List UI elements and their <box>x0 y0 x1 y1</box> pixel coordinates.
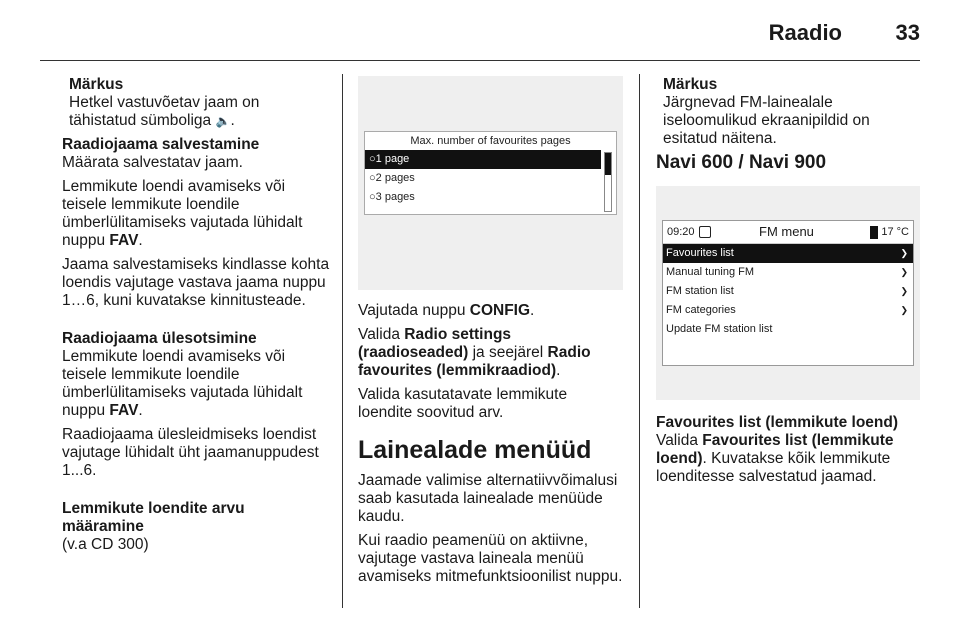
option-3-pages[interactable]: ○3 pages <box>369 191 415 203</box>
column-2 <box>358 76 623 592</box>
menu-item-categories[interactable]: FM categories ❯ <box>663 301 913 320</box>
phone-icon <box>870 226 878 239</box>
menu-item-manual-tuning[interactable]: Manual tuning FM ❯ <box>663 263 913 282</box>
option-2-pages[interactable]: ○2 pages <box>369 172 415 184</box>
temperature: 17 °C <box>870 221 909 243</box>
paragraph: Lemmikute loendi avamiseks või teisele lemmikute loendile ümberlülitamiseks vajutada lühidalt nuppu FAV. <box>62 178 303 249</box>
paragraph: Jaama salvestamiseks kindlasse kohta loendis vajutage vastava jaama nuppu 1…6, kuni kuvatakse kinnitusteade. <box>62 256 330 309</box>
note-text: Järgnevad FM-lainealale iseloomulikud ekraanipildid on esitatud näitena. <box>663 94 870 147</box>
paragraph: Määrata salvestatav jaam. <box>62 154 243 171</box>
paragraph: Raadiojaama ülesleidmiseks loendist vajutage lühidalt üht jaamanuppudest 1...6. <box>62 426 319 479</box>
chevron-right-icon: ❯ <box>900 267 908 277</box>
note-box <box>656 76 921 148</box>
favourites-pages-screen <box>358 76 623 290</box>
page-number: 33 <box>895 20 920 45</box>
section-title: Lainealade menüüd <box>358 436 592 464</box>
paragraph: Kui raadio peamenüü on aktiivne, vajutage vastava laineala menüü avamiseks mitmefunktsioonilist nuppu. <box>358 532 623 585</box>
paragraph: (v.a CD 300) <box>62 536 149 553</box>
status-bar <box>663 221 913 244</box>
note-heading: Märkus <box>69 76 124 93</box>
column-1 <box>62 76 330 560</box>
paragraph: Jaamade valimise alternatiivvõimalusi saab kasutada lainealade menüüde kaudu. <box>358 472 618 525</box>
section-heading: Raadiojaama salvestamine <box>62 136 260 153</box>
paragraph: Valida Radio settings (raadioseaded) ja seejärel Radio favourites (lemmikraadiod). <box>358 326 591 379</box>
chevron-right-icon: ❯ <box>900 286 908 296</box>
paragraph: Valida kasutatavate lemmikute loendite soovitud arv. <box>358 386 568 421</box>
clock-time: 09:20 <box>667 226 695 238</box>
column-3 <box>656 76 921 492</box>
chevron-right-icon: ❯ <box>900 248 908 258</box>
section-title: Navi 600 / Navi 900 <box>656 152 827 173</box>
fm-menu-display <box>662 220 914 366</box>
scrollbar[interactable] <box>604 152 612 212</box>
menu-item-station-list[interactable]: FM station list ❯ <box>663 282 913 301</box>
note-text: Hetkel vastuvõetav jaam on tähistatud sümboliga <box>69 94 260 129</box>
option-1-page[interactable]: ○1 page <box>365 150 601 169</box>
paragraph: Lemmikute loendi avamiseks või teisele lemmikute loendile ümberlülitamiseks vajutada lühidalt nuppu FAV. <box>62 348 303 419</box>
menu-item-favourites-list[interactable]: Favourites list ❯ <box>663 244 913 263</box>
menu-title: FM menu <box>759 224 814 239</box>
dialog-title: Max. number of favourites pages <box>410 135 571 147</box>
volume-icon: 🔈 <box>215 114 231 128</box>
paragraph: Vajutada nuppu CONFIG. <box>358 302 535 319</box>
menu-item-update-list[interactable]: Update FM station list <box>666 323 773 335</box>
section-heading: Favourites list (lemmikute loend) <box>656 414 899 431</box>
note-heading: Märkus <box>663 76 718 93</box>
column-divider-1 <box>342 74 343 608</box>
section-heading: Raadiojaama ülesotsimine <box>62 330 257 347</box>
note-box: Märkus Hetkel vastuvõetav jaam on tähistatud sümboliga 🔈. <box>62 76 330 130</box>
page-header-title: Raadio <box>768 20 842 45</box>
column-divider-2 <box>639 74 640 608</box>
clock-icon <box>699 226 711 238</box>
dialog-box <box>364 131 617 215</box>
paragraph: Valida Favourites list (lemmikute loend). Kuvatakse kõik lemmikute loenditesse salvestatud jaamad. <box>656 432 894 485</box>
header-rule <box>40 60 920 61</box>
section-heading: Lemmikute loendite arvu määramine <box>62 500 245 535</box>
chevron-right-icon: ❯ <box>900 305 908 315</box>
scrollbar-thumb[interactable] <box>605 153 611 175</box>
fm-menu-screen <box>656 186 920 400</box>
